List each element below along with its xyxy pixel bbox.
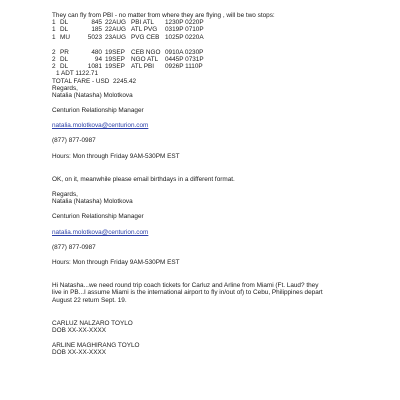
flight-row: 1 MU 5023 23AUG PVG CEB 1025P 0220A: [52, 33, 204, 41]
intro-text: They can fly from PBI - no matter from where they are flying , will be two stops:: [52, 12, 275, 19]
request-text-line: live in PB...I assume Miami is the international airport to fly in/out of) to Cebu, Philippines depart: [52, 289, 323, 297]
passenger-dob: DOB XX-XX-XXXX: [52, 326, 106, 334]
request-text-line: August 22 return Sept. 19.: [52, 296, 127, 304]
regards: Regards,: [52, 191, 78, 198]
flight-row: 2 DL 1081 19SEP ATL PBI 0926P 1110P: [52, 63, 203, 71]
request-text-line: Hi Natasha...we need round trip coach tickets for Carluz and Arline from Miami (Ft. Laud? they: [52, 282, 319, 290]
flight-row: 1 DL 185 22AUG ATL PVG 0319P 0710P: [52, 26, 204, 34]
total-fare: TOTAL FARE - USD 2245.42: [52, 77, 137, 85]
sender-title: Centurion Relationship Manager: [52, 107, 144, 115]
passenger-name: ARLINE MAGHIRANG TOYLO: [52, 342, 140, 350]
flight-row: 1 DL 845 22AUG PBI ATL 1230P 0220P: [52, 19, 204, 27]
email-document: [52, 12, 392, 356]
adt-fare-line: 1 ADT 1122.71: [56, 70, 99, 78]
sender-phone: (877) 877-0987: [52, 243, 96, 251]
regards: Regards,: [52, 84, 78, 92]
sender-hours: Hours: Mon through Friday 9AM-530PM EST: [52, 152, 180, 160]
flight-row: 2 DL 94 19SEP NGO ATL 0445P 0731P: [52, 55, 204, 63]
sender-hours: Hours: Mon through Friday 9AM-530PM EST: [52, 258, 180, 266]
sender-email-link[interactable]: natalia.molotkova@centurion.com: [52, 228, 149, 236]
sender-phone: (877) 877-0987: [52, 137, 96, 145]
sender-title: Centurion Relationship Manager: [52, 213, 144, 221]
sender-name: Natalia (Natasha) Molotkova: [52, 91, 133, 99]
itinerary-outbound: [52, 19, 392, 41]
sender-email-link[interactable]: natalia.molotkova@centurion.com: [52, 122, 149, 130]
sender-name: Natalia (Natasha) Molotkova: [52, 198, 133, 206]
passenger-dob: DOB XX-XX-XXXX: [52, 349, 106, 357]
reply-text: OK, on it, meanwhile please email birthdays in a different format.: [52, 175, 235, 183]
flight-row: 2 PR 480 19SEP CEB NGO 0910A 0230P: [52, 48, 204, 56]
itinerary-return: [52, 49, 392, 71]
passenger-name: CARLUZ NALZARO TOYLO: [52, 319, 133, 327]
